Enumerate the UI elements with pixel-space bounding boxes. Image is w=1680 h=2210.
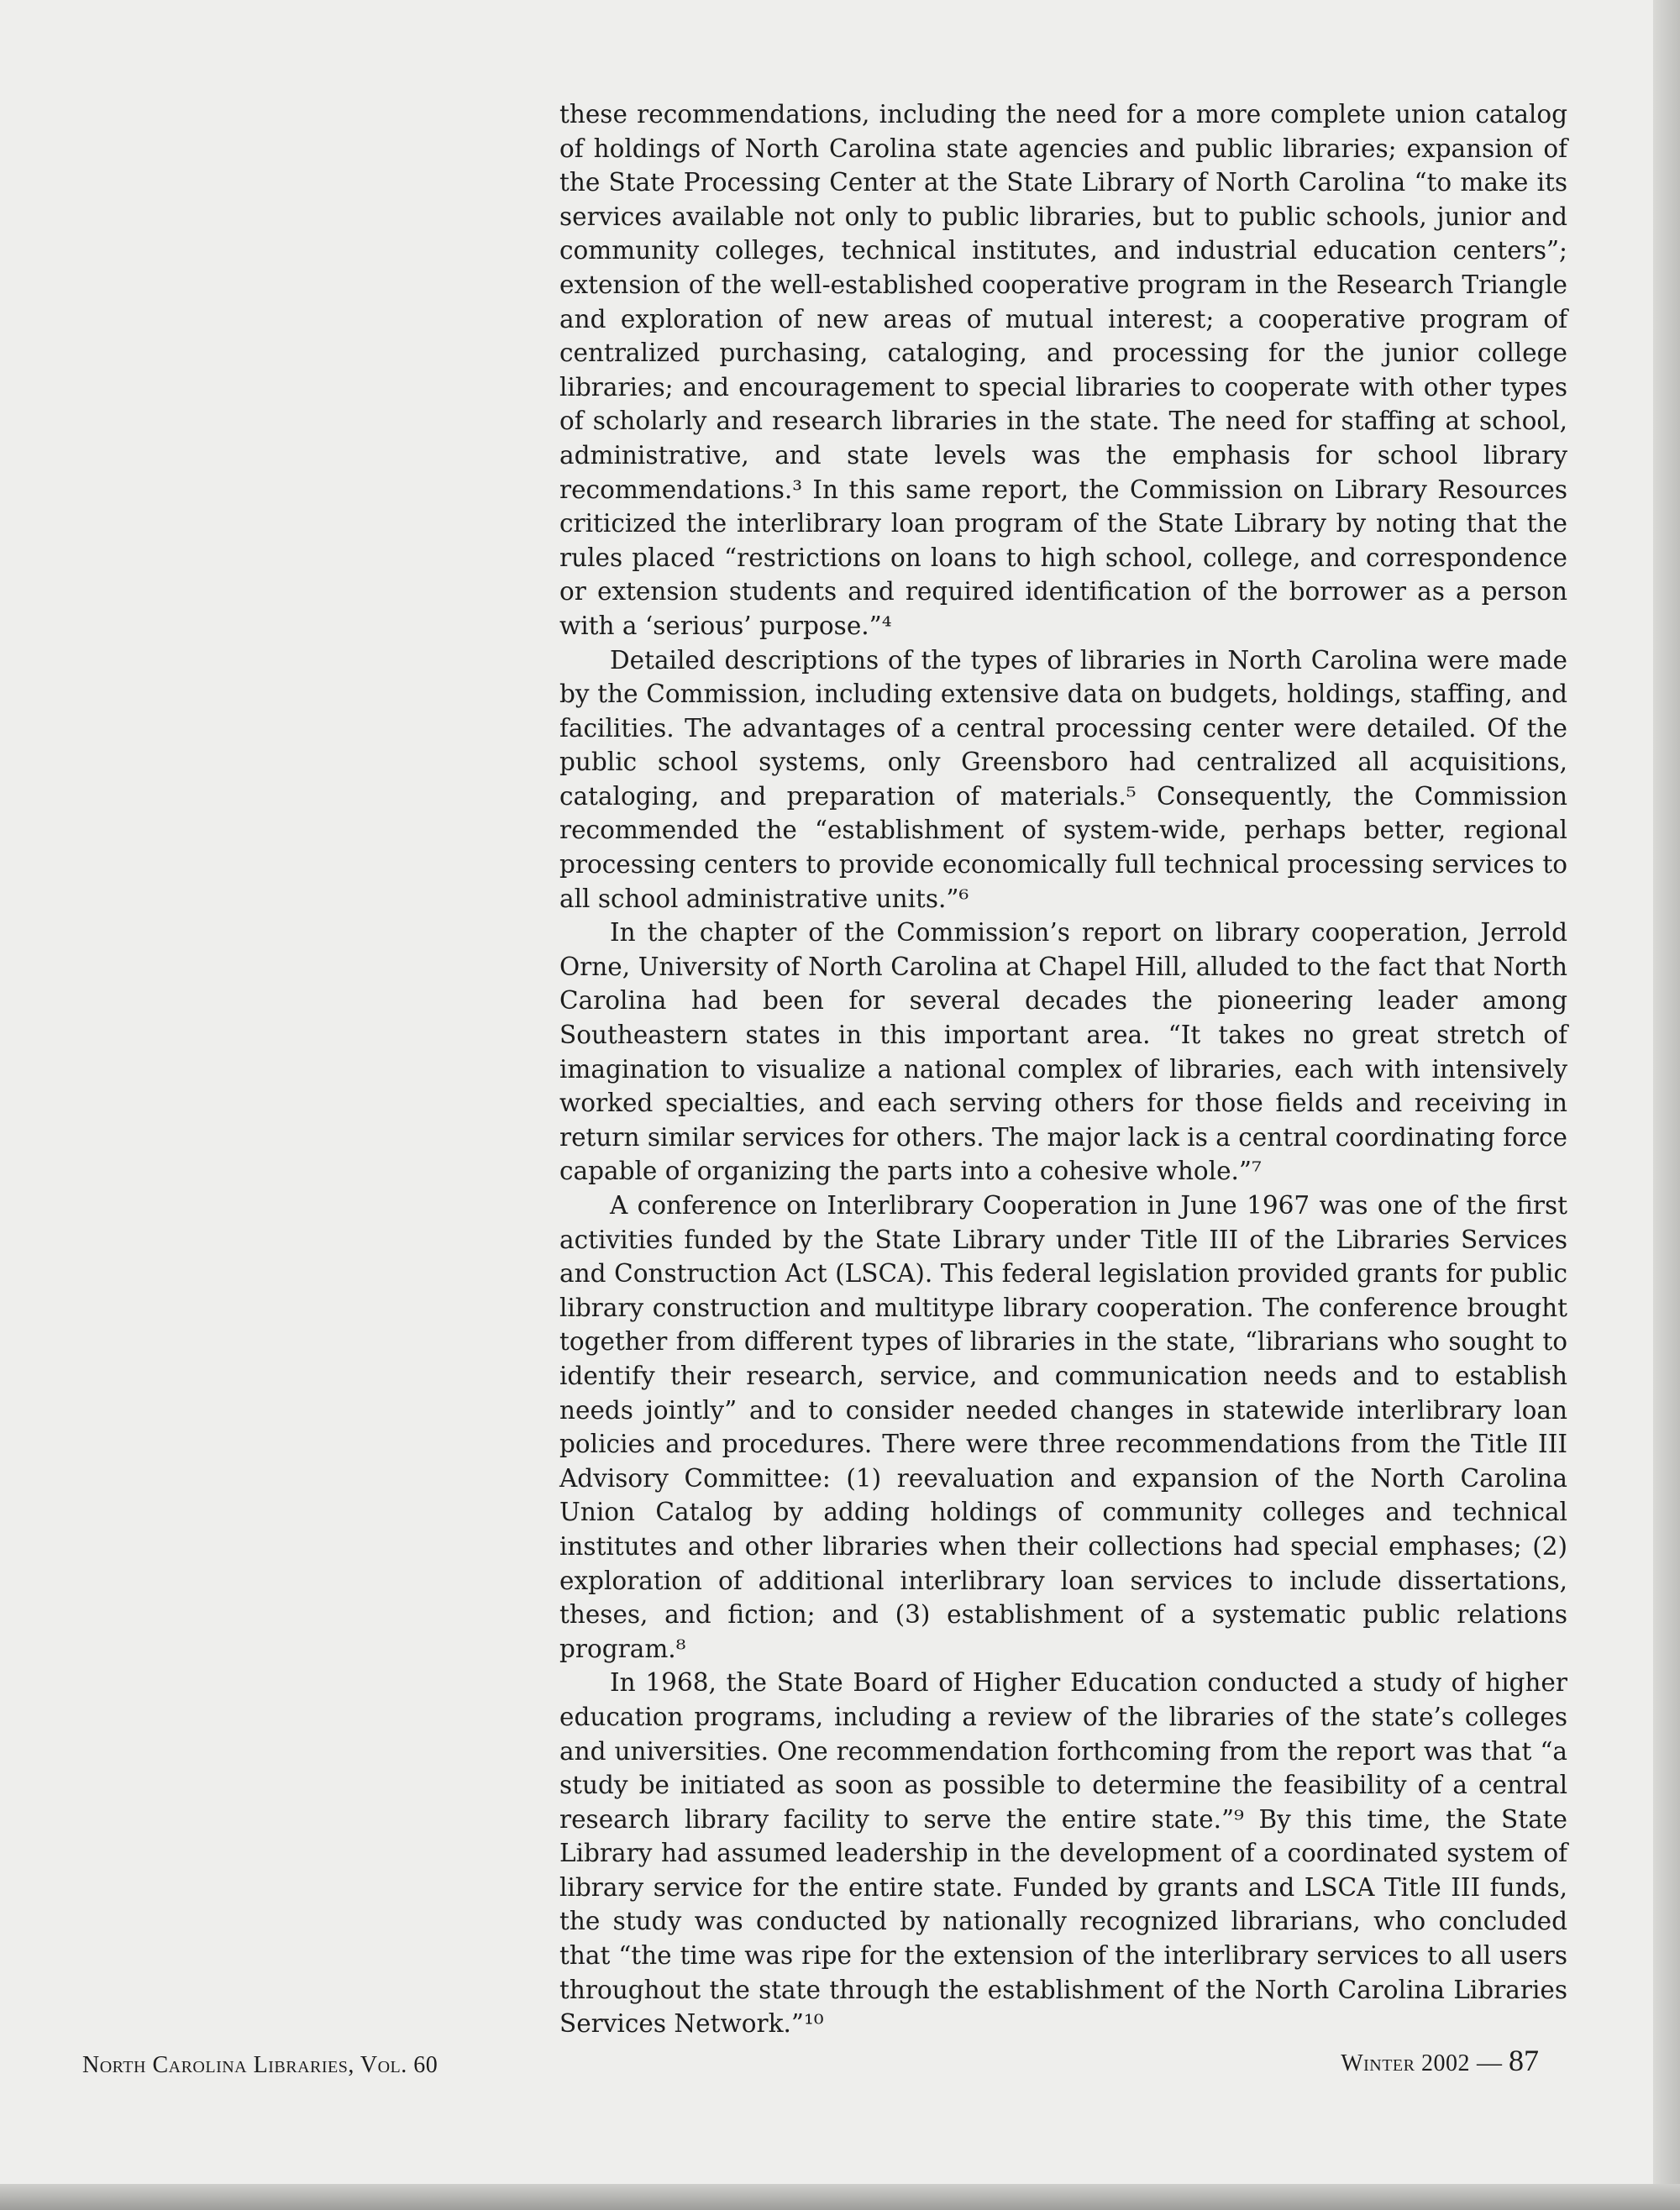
paragraph-commission-descriptions: Detailed descriptions of the types of libraries in North Carolina were made by the Commission, including extensive data on budgets, holdings, staffing, and facilities. The advantages of a central processing center were detailed. Of the public school systems, only Greensboro had centralized all acquisitions, cataloging, and preparation of materials.⁵ Consequently, the Commission recommended the “establishment of system-wide, perhaps better, regional processing centers to provide economically full technical processing services to all school administrative units.”⁶ [559, 645, 1567, 913]
footer-publication: North Carolina Libraries, Vol. 60 [82, 2052, 438, 2078]
page-edge-shadow [1653, 0, 1680, 2210]
page-number: 87 [1509, 2044, 1539, 2077]
footer-issue-info [1341, 2043, 1539, 2078]
paragraph-interlibrary-conference: A conference on Interlibrary Cooperation in June 1967 was one of the first activities funded by the State Library under Title III of the Libraries Services and Construction Act (LSCA). This federal legislation provided grants for public library construction and multitype library cooperation. The conference brought together from different types of libraries in the state, “librarians who sought to identify their research, service, and communication needs and to establish needs jointly” and to consider needed changes in statewide interlibrary loan policies and procedures. There were three recommendations from the Title III Advisory Committee: (1) reevaluation and expansion of the North Carolina Union Catalog by adding holdings of community colleges and technical institutes and other libraries when their collections had special emphases; (2) exploration of additional interlibrary loan services to include dissertations, theses, and fiction; and (3) establishment of a systematic public relations program.⁸ [559, 1191, 1567, 1663]
page-bottom-edge [0, 2184, 1680, 2210]
footer-issue: Winter 2002 [1341, 2050, 1470, 2076]
paragraph-library-cooperation: In the chapter of the Commission’s report on library cooperation, Jerrold Orne, University of North Carolina at Chapel Hill, alluded to the fact that North Carolina had been for several decades the pioneering leader among Southeastern states in this important area. “It takes no great stretch of imagination to visualize a national complex of libraries, each with intensively worked specialties, and each serving others for those fields and receiving in return similar services for others. The major lack is a central coordinating force capable of organizing the parts into a cohesive whole.”⁷ [559, 918, 1567, 1186]
footer-separator: — [1477, 2049, 1502, 2076]
paragraph-continuation: these recommendations, including the need for a more complete union catalog of holdings of North Carolina state agencies and public libraries; expansion of the State Processing Center at the State Library of North Carolina “to make its services available not only to public libraries, but to public schools, junior and community colleges, technical institutes, and industrial education centers”; extension of the well-established cooperative program in the Research Triangle and exploration of new areas of mutual interest; a cooperative program of centralized purchasing, cataloging, and processing for the junior college libraries; and encouragement to special libraries to cooperate with other types of scholarly and research libraries in the state. The need for staffing at school, administrative, and state levels was the emphasis for school library recommendations.³ In this same report, the Commission on Library Resources criticized the interlibrary loan program of the State Library by noting that the rules placed “restrictions on loans to high school, college, and correspondence or extension students and required identification of the borrower as a person with a ‘serious’ purpose.”⁴ [559, 100, 1567, 640]
paragraph-higher-education-study: In 1968, the State Board of Higher Education conducted a study of higher education programs, including a review of the libraries of the state’s colleges and universities. One recommendation forthcoming from the report was that “a study be initiated as soon as possible to determine the feasibility of a central research library facility to serve the entire state.”⁹ By this time, the State Library had assumed leadership in the development of a coordinated system of library service for the entire state. Funded by grants and LSCA Title III funds, the study was conducted by nationally recognized librarians, who concluded that “the time was ripe for the extension of the interlibrary services to all users throughout the state through the establishment of the North Carolina Libraries Services Network.”¹⁰ [559, 1668, 1567, 2039]
article-body [559, 97, 1567, 2041]
